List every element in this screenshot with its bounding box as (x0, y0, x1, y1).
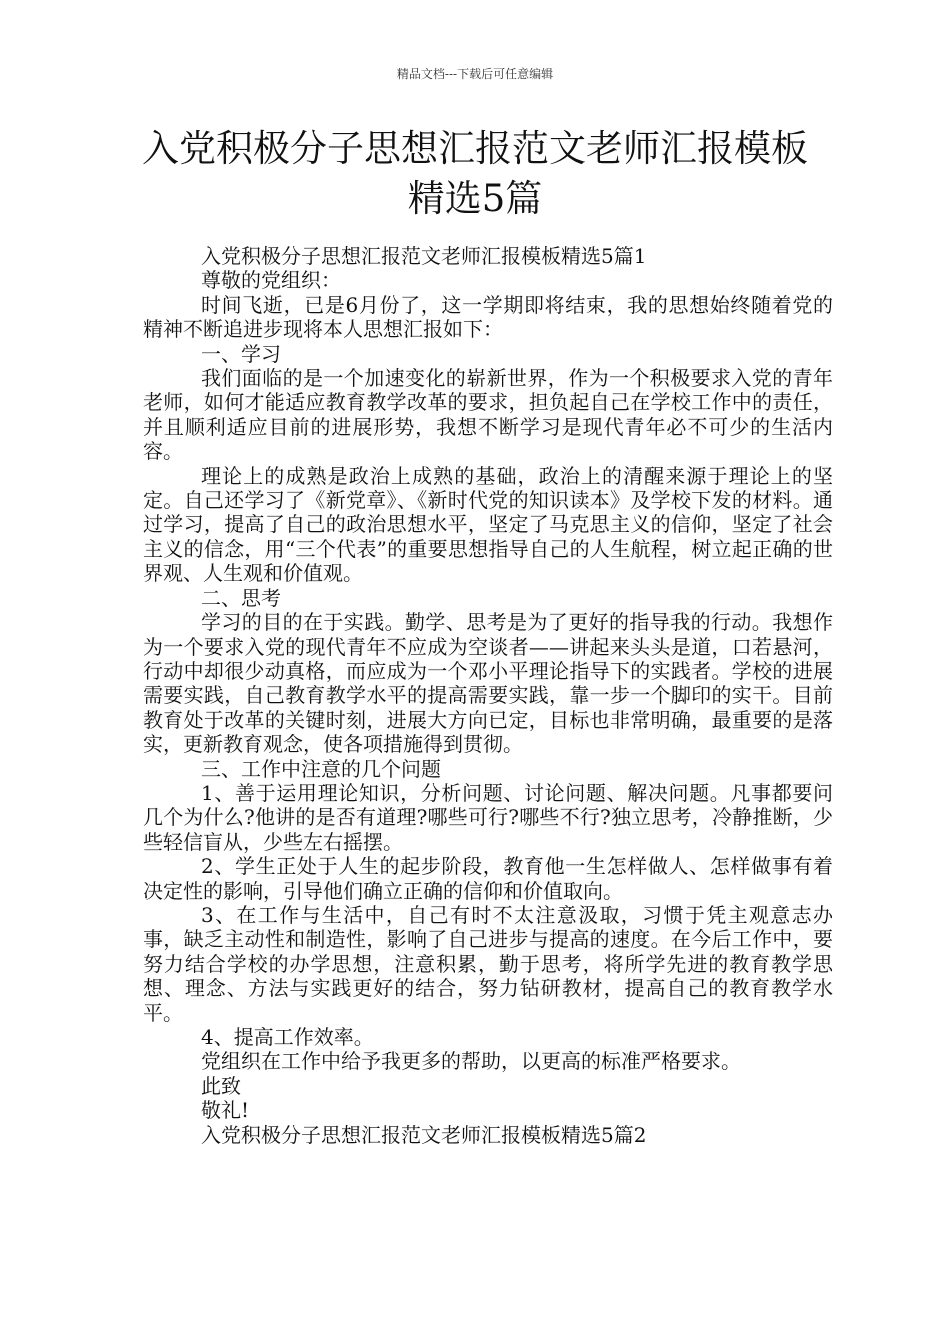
list-item: 3、在工作与生活中，自己有时不太注意汲取，习惯于凭主观意志办事，缺乏主动性和制造性，影响了自己进步与提高的速度。在今后工作中，要努力结合学校的办学思想，注意积累，勤于思考，将所学先进的教育教学思想、理念、方法与实践更好的结合，努力钻研教材，提高自己的教育教学水平。 (143, 902, 833, 1025)
list-item: 4、提高工作效率。 (201, 1025, 374, 1049)
header-note: 精品文档---下载后可任意编辑 (396, 67, 554, 81)
paragraph: 我们面临的是一个加速变化的崭新世界，作为一个积极要求入党的青年老师，如何才能适应教育教学改革的要求，担负起自己在学校工作中的责任，并且顺利适应目前的进展形势，我想不断学习是现代青年必不可少的生活内容。 (143, 366, 833, 464)
subheading-thinking: 二、思考 (201, 585, 281, 610)
title-line-1: 入党积极分子思想汇报范文老师汇报模板 (142, 127, 808, 170)
paragraph: 时间飞逝，已是6月份了，这一学期即将结束，我的思想始终随着党的精神不断追进步现将本人思想汇报如下： (143, 292, 833, 342)
section-heading: 入党积极分子思想汇报范文老师汇报模板精选5篇2 (201, 1122, 647, 1147)
section-heading: 入党积极分子思想汇报范文老师汇报模板精选5篇1 (201, 244, 647, 268)
list-item: 1、善于运用理论知识，分析问题、讨论问题、解决问题。凡事都要问几个为什么?他讲的是否有道理?哪些可行?哪些不行?独立思考，冷静推断，少些轻信盲从，少些左右摇摆。 (143, 780, 833, 854)
paragraph: 学习的目的在于实践。勤学、思考是为了更好的指导我的行动。我想作为一个要求入党的现代青年不应成为空谈者——讲起来头头是道，口若悬河，行动中却很少动真格，而应成为一个邓小平理论指导下的实践者。学校的进展需要实践，自己教育教学水平的提高需要实践，靠一步一个脚印的实干。目前教育处于改革的关键时刻，进展大方向已定，目标也非常明确，最重要的是落实，更新教育观念，使各项措施得到贯彻。 (143, 610, 833, 757)
closing: 此致 (201, 1073, 241, 1098)
paragraph: 理论上的成熟是政治上成熟的基础，政治上的清醒来源于理论上的坚定。自己还学习了《新党章》、《新时代党的知识读本》及学校下发的材料。通过学习，提高了自己的政治思想水平，坚定了马克思主义的信仰，坚定了社会主义的信念，用“三个代表”的重要思想指导自己的人生航程，树立起正确的世界观、人生观和价值观。 (143, 463, 833, 586)
list-item: 2、学生正处于人生的起步阶段，教育他一生怎样做人、怎样做事有着决定性的影响，引导他们确立正确的信仰和价值取向。 (143, 854, 833, 903)
document-title (0, 124, 950, 224)
document-body (143, 244, 833, 1147)
subheading-work-issues: 三、工作中注意的几个问题 (201, 756, 441, 781)
paragraph: 党组织在工作中给予我更多的帮助，以更高的标准严格要求。 (201, 1049, 741, 1074)
subheading-study: 一、学习 (201, 341, 281, 366)
closing-salute: 敬礼! (201, 1098, 250, 1123)
salutation: 尊敬的党组织： (201, 268, 341, 293)
title-line-2: 精选5篇 (407, 177, 543, 220)
